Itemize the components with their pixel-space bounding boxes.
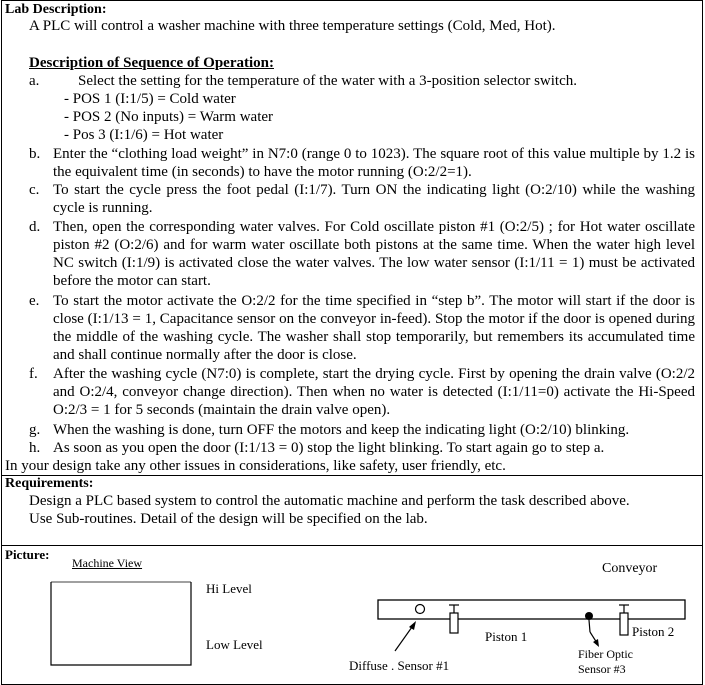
sequence-heading: Description of Sequence of Operation: — [29, 55, 274, 71]
conveyor-label: Conveyor — [602, 561, 658, 576]
lab-summary: A PLC will control a washer machine with three temperature settings (Cold, Med, Hot). — [29, 18, 556, 34]
piston-2-icon — [619, 605, 629, 635]
item-a-letter: a. — [29, 73, 40, 89]
item-text: When the washing is done, turn OFF the motors and keep the indicating light (O:2/10) blinking. — [53, 422, 630, 438]
item-text: To start the cycle press the foot pedal (I:1/7). Turn ON the indicating light (O:2/10) while the washing cycle is running. — [53, 182, 695, 217]
item-letter: b. — [29, 146, 41, 162]
hi-level-label: Hi Level — [206, 581, 252, 596]
item-letter: d. — [29, 219, 41, 235]
requirements-line-2: Use Sub-routines. Detail of the design will be specified on the lab. — [29, 511, 428, 527]
fiber-optic-sensor-icon — [585, 612, 599, 647]
item-letter: g. — [29, 422, 41, 438]
item-text: To start the motor activate the O:2/2 for the time specified in “step b”. The motor will start if the door is close (I:1/13 = 1, Capacitance sensor on the conveyor in-feed). Stop the motor if the door is opened during the middle of the washing cycle. The washer shall stop temporarily, but remembers its accumulated time and shall continue normally after the door is close. — [53, 293, 695, 364]
low-level-label: Low Level — [206, 637, 263, 652]
lab-description-heading: Lab Description: — [5, 2, 107, 17]
item-letter: f. — [29, 366, 38, 382]
item-a-option-2: - POS 2 (No inputs) = Warm water — [64, 109, 274, 125]
diffuse-sensor-label: Diffuse . Sensor #1 — [349, 658, 450, 673]
piston-2-label: Piston 2 — [632, 624, 675, 639]
item-text: Enter the “clothing load weight” in N7:0 (range 0 to 1023). The square root of this value multiple by 1.2 is the equivalent time (in seconds) to have the motor running (O:2/2=1). — [53, 146, 695, 181]
picture-heading: Picture: — [5, 547, 50, 562]
fiber-optic-label-line-1: Fiber Optic — [578, 647, 633, 661]
machine-view-label: Machine View — [72, 556, 143, 570]
diffuse-sensor-icon — [416, 605, 425, 614]
machine-tank-outline — [51, 582, 191, 665]
item-text: Then, open the corresponding water valves. For Cold oscillate piston #1 (O:2/5) ; for Hot water oscillate piston #2 (O:2/6) and for warm water oscillate both pistons at the same time. When the water high level NC switch (I:1/9) is activated close the water valves. The low water sensor (I:1/11 = 1) must be activated before the motor can start. — [53, 219, 695, 290]
diffuse-sensor-arrow — [395, 627, 412, 651]
requirements-line-1: Design a PLC based system to control the automatic machine and perform the task described above. — [29, 493, 630, 509]
item-letter: c. — [29, 182, 40, 198]
fiber-optic-label-line-2: Sensor #3 — [578, 662, 626, 676]
item-a-text: Select the setting for the temperature of the water with a 3-position selector switch. — [78, 73, 578, 89]
diffuse-sensor-arrowhead — [409, 621, 416, 630]
closing-note: In your design take any other issues in considerations, like safety, user friendly, etc. — [5, 458, 506, 474]
item-a-option-3: - Pos 3 (I:1/6) = Hot water — [64, 127, 224, 143]
requirements-heading: Requirements: — [5, 476, 94, 491]
piston-1-icon — [449, 605, 459, 633]
item-a-option-1: - POS 1 (I:1/5) = Cold water — [64, 91, 236, 107]
item-letter: h. — [29, 440, 41, 456]
item-text: After the washing cycle (N7:0) is complete, start the drying cycle. First by opening the drain valve (O:2/2 and O:2/4, conveyor change direction). Then when no water is detected (I:1/11=0) activate the Hi-Speed O:2/3 = 1 for 5 seconds (maintain the drain valve open). — [53, 366, 695, 419]
item-text: As soon as you open the door (I:1/13 = 0) stop the light blinking. To start again go to step a. — [53, 440, 605, 456]
piston-1-label: Piston 1 — [485, 629, 528, 644]
item-letter: e. — [29, 293, 40, 309]
